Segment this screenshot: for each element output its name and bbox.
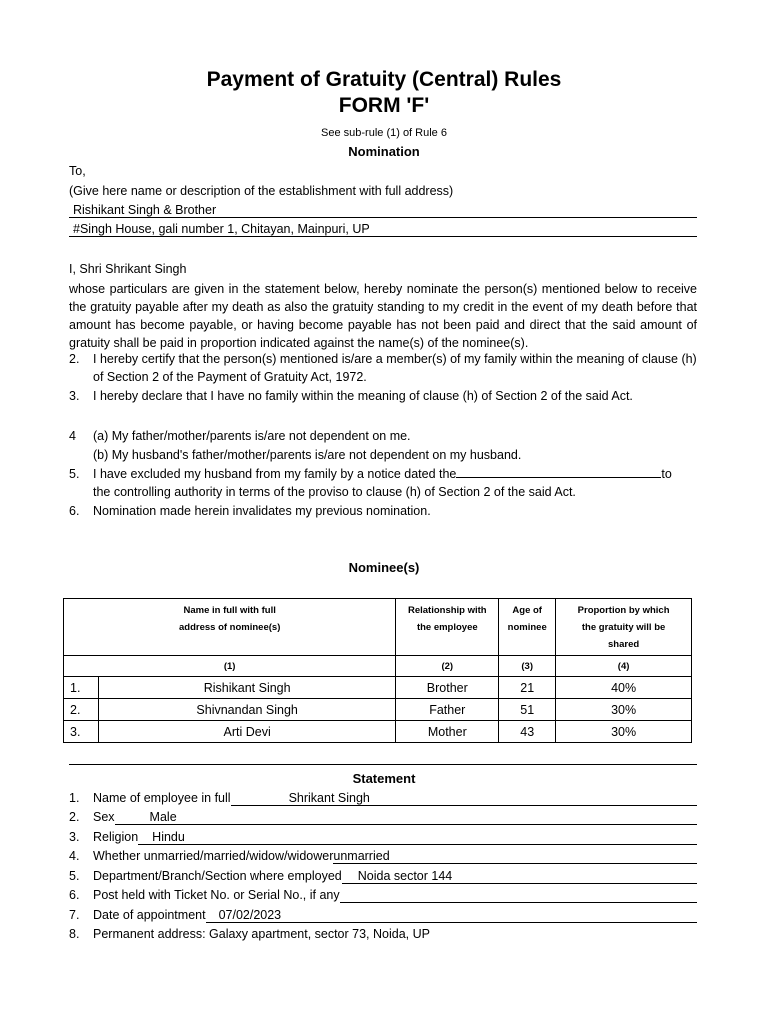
establishment-name: Rishikant Singh & Brother — [69, 203, 697, 218]
marital-status: unmarried — [333, 849, 390, 863]
employee-religion: Hindu — [152, 830, 185, 844]
employee-name: Shrikant Singh — [288, 791, 370, 805]
col-header-relationship: Relationship with the employee — [396, 599, 499, 656]
employee-department: Noida sector 144 — [357, 869, 453, 883]
employee-sex: Male — [149, 810, 177, 824]
table-row — [64, 677, 692, 699]
col-number: (1) — [64, 656, 396, 677]
statement-heading: Statement — [352, 771, 416, 786]
nominee-share: 30% — [556, 699, 692, 721]
form-title: Payment of Gratuity (Central) Rules — [206, 68, 562, 91]
statement-item: 5. Department/Branch/Section where employed Noida sector 144 — [69, 869, 697, 885]
table-row — [64, 721, 692, 743]
divider — [69, 764, 697, 765]
nominee-age: 43 — [499, 721, 556, 743]
col-number: (2) — [396, 656, 499, 677]
col-number: (4) — [556, 656, 692, 677]
row-index: 2. — [64, 699, 99, 721]
statement-item: 3. Religion Hindu — [69, 830, 697, 846]
statement-item: 4. Whether unmarried/married/widow/widower unmarried — [69, 849, 697, 865]
col-header-age: Age of nominee — [499, 599, 556, 656]
col-header-name: Name in full with full address of nominee(s) — [64, 599, 396, 656]
nominee-relation: Father — [396, 699, 499, 721]
nomination-heading: Nomination — [348, 144, 420, 159]
nominee-age: 51 — [499, 699, 556, 721]
statement-item: 2. Sex Male — [69, 810, 697, 826]
notice-date-blank — [456, 465, 661, 478]
declaration-item: 3. I hereby declare that I have no family within the meaning of clause (h) of Section 2 of the said Act. — [69, 389, 633, 403]
to-label: To, — [69, 164, 86, 178]
declaration-item: (b) My husband's father/mother/parents is/are not dependent on my husband. — [93, 448, 522, 462]
nominee-relation: Brother — [396, 677, 499, 699]
subrule-note: See sub-rule (1) of Rule 6 — [321, 127, 447, 139]
form-number: FORM 'F' — [338, 94, 430, 117]
table-row — [64, 699, 692, 721]
statement-item: 6. Post held with Ticket No. or Serial No., if any — [69, 888, 697, 904]
nominator-intro: I, Shri Shrikant Singh — [69, 262, 187, 276]
nominees-heading: Nominee(s) — [348, 560, 420, 575]
nominee-relation: Mother — [396, 721, 499, 743]
permanent-address: Permanent address: Galaxy apartment, sector 73, Noida, UP — [93, 927, 430, 941]
declaration-item: 6. Nomination made herein invalidates my previous nomination. — [69, 504, 431, 518]
address-instruction: (Give here name or description of the establishment with full address) — [69, 184, 454, 198]
statement-item: 8. Permanent address: Galaxy apartment, sector 73, Noida, UP — [69, 927, 430, 941]
statement-item: 7. Date of appointment 07/02/2023 — [69, 908, 697, 924]
nominee-name: Rishikant Singh — [98, 677, 395, 699]
col-header-proportion: Proportion by which the gratuity will be shared — [556, 599, 692, 656]
declaration-item: 5. I have excluded my husband from my family by a notice dated the to the controlling authority in terms of the proviso to clause (h) of Section 2 of the said Act. — [69, 467, 672, 499]
statement-item: 1. Name of employee in full Shrikant Singh — [69, 791, 697, 807]
nominee-name: Arti Devi — [98, 721, 395, 743]
row-index: 1. — [64, 677, 99, 699]
declaration-item: 4 (a) My father/mother/parents is/are not dependent on me. — [69, 429, 411, 443]
nominee-share: 40% — [556, 677, 692, 699]
nominee-share: 30% — [556, 721, 692, 743]
row-index: 3. — [64, 721, 99, 743]
declaration-item: 2. I hereby certify that the person(s) mentioned is/are a member(s) of my family within the meaning of clause (h) of Section 2 of the Payment of Gratuity Act, 1972. — [69, 352, 697, 384]
nominee-name: Shivnandan Singh — [98, 699, 395, 721]
nominee-age: 21 — [499, 677, 556, 699]
col-number: (3) — [499, 656, 556, 677]
nominees-table — [63, 598, 692, 743]
nomination-paragraph: whose particulars are given in the statement below, hereby nominate the person(s) mentioned below to receive the gratuity payable after my death as also the gratuity standing to my credit in the event of my death before that amount has become payable, or having become payable has not been paid and direct that the said amount of gratuity shall be paid in proportion indicated against the name(s) of the nominee(s). — [69, 282, 697, 350]
appointment-date: 07/02/2023 — [218, 908, 282, 922]
establishment-address: #Singh House, gali number 1, Chitayan, Mainpuri, UP — [69, 222, 697, 237]
